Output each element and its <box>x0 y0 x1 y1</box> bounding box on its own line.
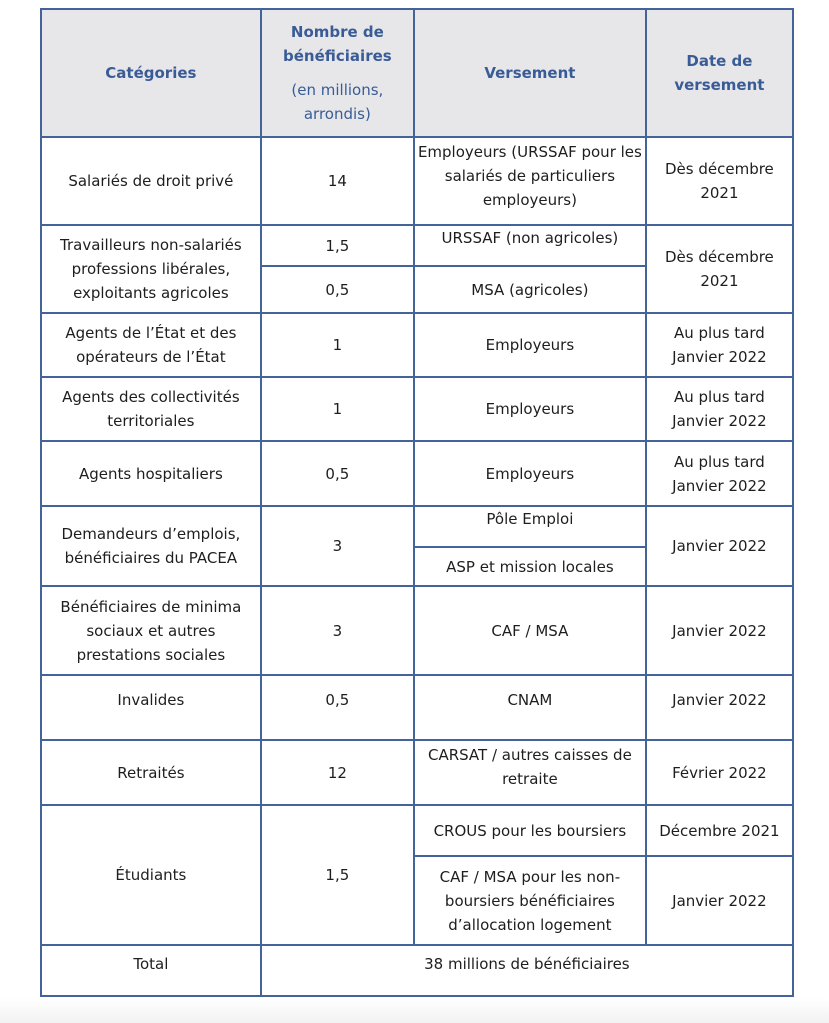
table-row <box>41 225 793 266</box>
table-row <box>41 805 793 856</box>
cell-count: 1 <box>261 377 414 441</box>
total-value: 38 millions de bénéficiaires <box>261 945 793 996</box>
cell-category: Bénéficiaires de minima sociaux et autres prestations sociales <box>41 586 261 675</box>
cell-date: Janvier 2022 <box>646 675 793 740</box>
header-count <box>261 9 414 137</box>
cell-category: Agents de l’État et des opérateurs de l’État <box>41 313 261 377</box>
header-date: Date de versement <box>646 9 793 137</box>
beneficiaries-table <box>40 8 794 997</box>
cell-category: Invalides <box>41 675 261 740</box>
cell-date: Janvier 2022 <box>646 586 793 675</box>
cell-category: Salariés de droit privé <box>41 137 261 225</box>
cell-category: Étudiants <box>41 805 261 945</box>
header-category: Catégories <box>41 9 261 137</box>
cell-date: Décembre 2021 <box>646 805 793 856</box>
table-row <box>41 506 793 547</box>
table-row <box>41 137 793 225</box>
cell-date: Au plus tard Janvier 2022 <box>646 441 793 506</box>
cell-date: Dès décembre 2021 <box>646 225 793 313</box>
cell-count: 0,5 <box>261 441 414 506</box>
cell-payment: Employeurs <box>414 441 646 506</box>
header-payment: Versement <box>414 9 646 137</box>
page-bottom-edge <box>0 998 829 1023</box>
header-count-title: Nombre de bénéficiaires <box>283 23 392 65</box>
cell-date: Janvier 2022 <box>646 506 793 586</box>
cell-count: 1 <box>261 313 414 377</box>
cell-payment: CAF / MSA <box>414 586 646 675</box>
cell-category: Agents des collectivités territoriales <box>41 377 261 441</box>
cell-category: Demandeurs d’emplois, bénéficiaires du PACEA <box>41 506 261 586</box>
cell-payment: URSSAF (non agricoles) <box>414 225 646 266</box>
cell-payment: MSA (agricoles) <box>414 266 646 313</box>
cell-payment: Pôle Emploi <box>414 506 646 547</box>
table-row <box>41 313 793 377</box>
cell-count: 3 <box>261 586 414 675</box>
cell-payment: ASP et mission locales <box>414 547 646 586</box>
cell-count: 3 <box>261 506 414 586</box>
table-row <box>41 740 793 805</box>
total-row <box>41 945 793 996</box>
cell-payment: Employeurs <box>414 377 646 441</box>
cell-category: Retraités <box>41 740 261 805</box>
cell-payment: CARSAT / autres caisses de retraite <box>414 740 646 805</box>
cell-payment: CAF / MSA pour les non-boursiers bénéficiaires d’allocation logement <box>414 856 646 945</box>
header-count-subtitle: (en millions, arrondis) <box>291 81 384 123</box>
table-row <box>41 377 793 441</box>
cell-date: Janvier 2022 <box>646 856 793 945</box>
cell-payment: Employeurs <box>414 313 646 377</box>
cell-date: Février 2022 <box>646 740 793 805</box>
cell-payment: Employeurs (URSSAF pour les salariés de particuliers employeurs) <box>414 137 646 225</box>
cell-date: Au plus tard Janvier 2022 <box>646 377 793 441</box>
table-row <box>41 675 793 740</box>
cell-date: Au plus tard Janvier 2022 <box>646 313 793 377</box>
table-row <box>41 586 793 675</box>
table-row <box>41 441 793 506</box>
header-row <box>41 9 793 137</box>
cell-count: 12 <box>261 740 414 805</box>
cell-payment: CROUS pour les boursiers <box>414 805 646 856</box>
cell-count: 0,5 <box>261 675 414 740</box>
cell-count: 14 <box>261 137 414 225</box>
cell-count: 1,5 <box>261 225 414 266</box>
cell-count: 1,5 <box>261 805 414 945</box>
cell-date: Dès décembre 2021 <box>646 137 793 225</box>
total-label: Total <box>41 945 261 996</box>
cell-category: Travailleurs non-salariés professions libérales, exploitants agricoles <box>41 225 261 313</box>
cell-payment: CNAM <box>414 675 646 740</box>
cell-category: Agents hospitaliers <box>41 441 261 506</box>
cell-count: 0,5 <box>261 266 414 313</box>
